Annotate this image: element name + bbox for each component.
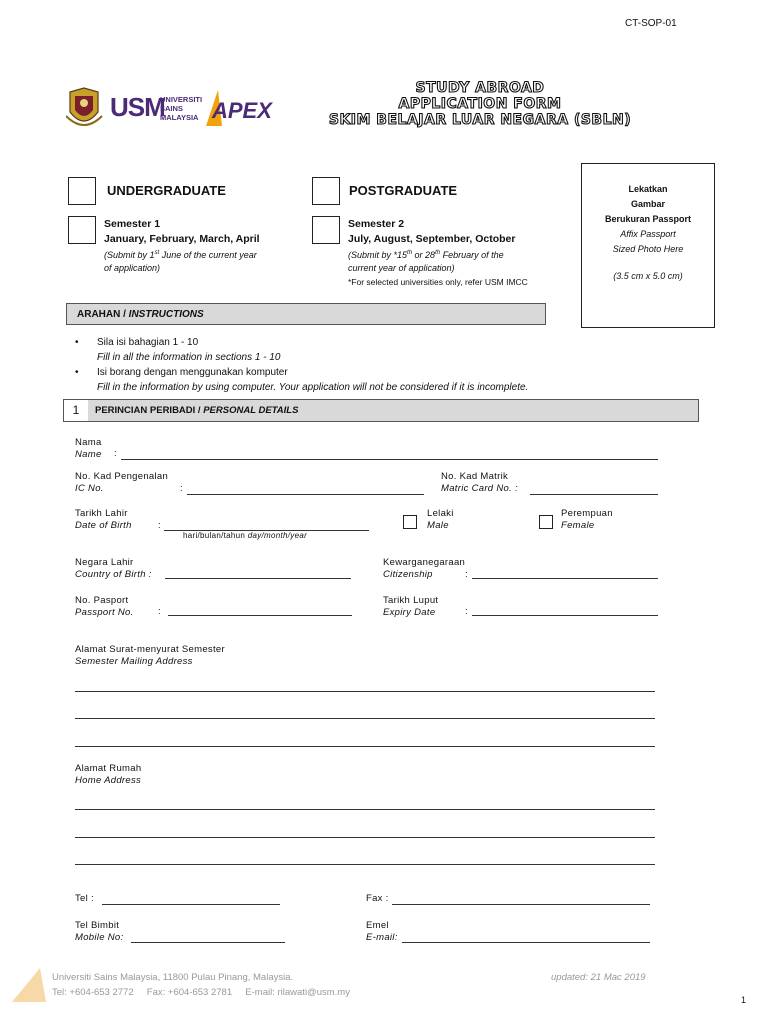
- footer-address: Universiti Sains Malaysia, 11800 Pulau Pinang, Malaysia.: [52, 972, 294, 983]
- email-input[interactable]: [402, 942, 650, 943]
- semester1-block: [104, 217, 304, 275]
- semester1-note-end: of application): [104, 263, 161, 273]
- dob-format-hint: hari/bulan/tahun day/month/year: [183, 531, 308, 540]
- document-code: CT-SOP-01: [625, 18, 677, 29]
- country-of-birth-input[interactable]: [165, 578, 351, 579]
- semester1-note: (Submit by 1st June of the current year: [104, 250, 257, 260]
- university-logo: [66, 86, 281, 132]
- colon: :: [158, 606, 161, 617]
- expiry-label: Tarikh Luput Expiry Date: [383, 595, 439, 618]
- expiry-input[interactable]: [472, 615, 658, 616]
- photo-text-1: Lekatkan: [628, 184, 668, 194]
- female-checkbox[interactable]: [539, 515, 553, 529]
- semester-address-line-2[interactable]: [75, 718, 655, 719]
- semester1-title: Semester 1: [104, 218, 161, 230]
- footer-triangle-icon: [10, 966, 48, 1004]
- home-address-label: Alamat Rumah Home Address: [75, 763, 142, 786]
- section-number: 1: [64, 400, 89, 421]
- tel-label: Tel :: [75, 893, 94, 904]
- name-input[interactable]: [121, 459, 658, 460]
- colon: :: [114, 448, 117, 459]
- postgraduate-label: POSTGRADUATE: [349, 183, 458, 198]
- bullet-icon: •: [75, 337, 79, 348]
- passport-label: No. Pasport Passport No.: [75, 595, 134, 618]
- semester-address-line-1[interactable]: [75, 691, 655, 692]
- apex-wordmark: APEX: [212, 98, 272, 123]
- instruction-1: Sila isi bahagian 1 - 10 Fill in all the information in sections 1 - 10: [97, 337, 281, 363]
- section-1-header: [63, 399, 699, 422]
- passport-input[interactable]: [168, 615, 352, 616]
- semester1-checkbox[interactable]: [68, 216, 96, 244]
- fax-label: Fax :: [366, 893, 389, 904]
- photo-text-2: Gambar: [630, 199, 665, 209]
- semester2-title: Semester 2: [348, 218, 405, 230]
- semester2-footnote: *For selected universities only, refer USM IMCC: [348, 277, 528, 287]
- bullet-icon: •: [75, 367, 79, 378]
- semester1-months: January, February, March, April: [104, 233, 260, 245]
- home-address-line-3[interactable]: [75, 864, 655, 865]
- mobile-label: Tel Bimbit Mobile No:: [75, 920, 124, 943]
- usm-wordmark: USM: [110, 92, 165, 122]
- page-number: 1: [741, 995, 747, 1005]
- name-label: Nama Name: [75, 437, 102, 460]
- fax-input[interactable]: [392, 904, 650, 905]
- uni-line3: MALAYSIA: [160, 113, 199, 122]
- semester-address-line-3[interactable]: [75, 746, 655, 747]
- photo-size: (3.5 cm x 5.0 cm): [613, 271, 683, 281]
- ic-label: No. Kad Pengenalan IC No.: [75, 471, 169, 494]
- semester2-note: (Submit by *15th or 28th February of the: [348, 250, 504, 260]
- matric-input[interactable]: [530, 494, 658, 495]
- colon: :: [465, 606, 468, 617]
- section-title: PERINCIAN PERIBADI / PERSONAL DETAILS: [88, 400, 698, 421]
- instructions-header: ARAHAN / INSTRUCTIONS: [66, 303, 546, 325]
- colon: :: [158, 520, 161, 531]
- home-address-line-1[interactable]: [75, 809, 655, 810]
- semester2-checkbox[interactable]: [312, 216, 340, 244]
- female-label: Perempuan Female: [561, 508, 613, 531]
- title-line3: SKIM BELAJAR LUAR NEGARA (SBLN): [328, 112, 632, 128]
- matric-label: No. Kad Matrik Matric Card No. :: [441, 471, 518, 494]
- ic-input[interactable]: [187, 494, 424, 495]
- semester2-months: July, August, September, October: [348, 233, 516, 245]
- photo-text-3: Berukuran Passport: [604, 214, 692, 224]
- footer-contacts: Tel: +604-653 2772 Fax: +604-653 2781 E-mail: rilawati@usm.my: [52, 987, 350, 998]
- photo-text-5: Sized Photo Here: [612, 244, 684, 254]
- university-wordmark: [160, 95, 202, 122]
- undergraduate-checkbox[interactable]: [68, 177, 96, 205]
- footer-updated: updated: 21 Mac 2019: [551, 972, 646, 983]
- uni-line2: SAINS: [160, 104, 183, 113]
- male-label: Lelaki Male: [427, 508, 454, 531]
- title-line1: STUDY ABROAD: [415, 80, 545, 96]
- colon: :: [180, 483, 183, 494]
- photo-text-4: Affix Passport: [620, 229, 676, 239]
- semester2-note-line2: current year of application): [348, 263, 455, 273]
- tel-input[interactable]: [102, 904, 280, 905]
- male-checkbox[interactable]: [403, 515, 417, 529]
- uni-line1: UNIVERSITI: [160, 95, 203, 104]
- semester2-block: [348, 217, 578, 289]
- citizenship-input[interactable]: [472, 578, 658, 579]
- country-of-birth-label: Negara Lahir Country of Birth :: [75, 557, 152, 580]
- mobile-input[interactable]: [131, 942, 285, 943]
- colon: :: [465, 569, 468, 580]
- title-line2: APPLICATION FORM: [398, 96, 562, 112]
- postgraduate-checkbox[interactable]: [312, 177, 340, 205]
- passport-photo-box[interactable]: [581, 163, 715, 328]
- citizenship-label: Kewarganegaraan Citizenship: [383, 557, 466, 580]
- undergraduate-label: UNDERGRADUATE: [107, 183, 226, 198]
- email-label: Emel E-mail:: [366, 920, 398, 943]
- dob-label: Tarikh Lahir Date of Birth: [75, 508, 132, 531]
- semester-address-label: Alamat Surat-menyurat Semester Semester Mailing Address: [75, 644, 225, 667]
- home-address-line-2[interactable]: [75, 837, 655, 838]
- instruction-2: Isi borang dengan menggunakan komputer Fill in the information by using computer. Your application will not be considered if it is incomplete.: [97, 367, 529, 393]
